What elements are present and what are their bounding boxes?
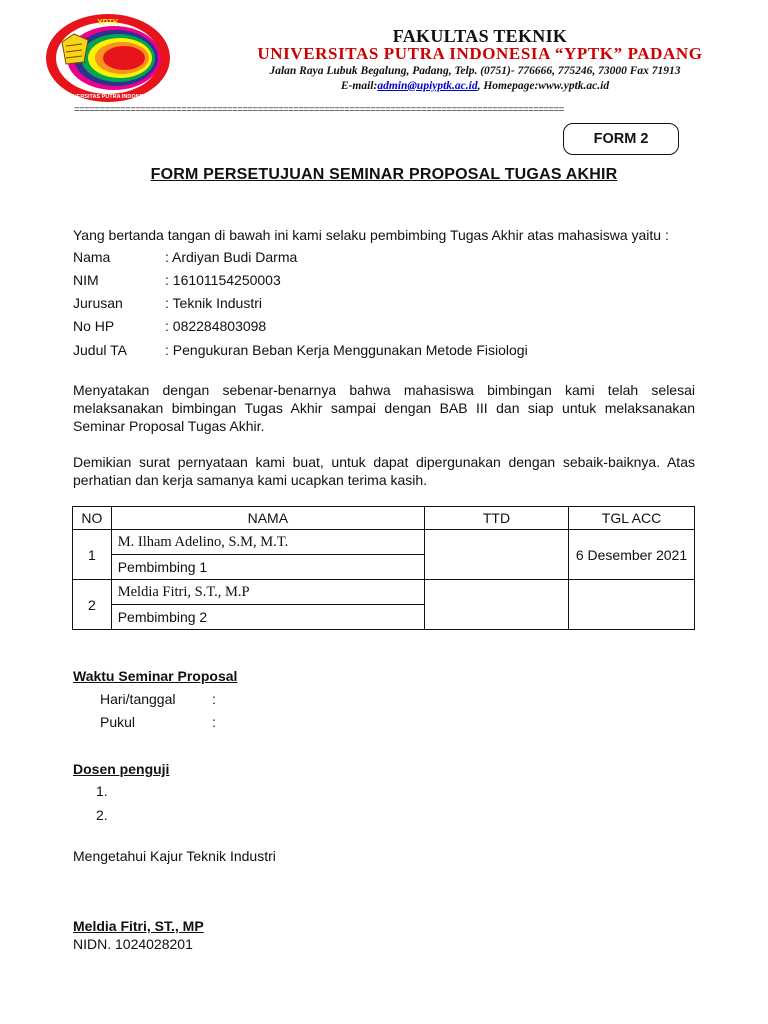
field-label-nama: Nama	[73, 249, 111, 265]
list-item: 1.	[96, 783, 108, 799]
table-row	[73, 580, 695, 605]
signature-cell	[424, 580, 568, 630]
field-value-nohp: : 082284803098	[165, 318, 267, 334]
seal-top-text: YPTK	[97, 18, 119, 27]
approval-table	[72, 506, 695, 630]
approval-date: 6 Desember 2021	[568, 530, 694, 580]
field-label-nohp: No HP	[73, 318, 115, 334]
acknowledgement-text: Mengetahui Kajur Teknik Industri	[73, 848, 276, 864]
field-value-jurusan: : Teknik Industri	[165, 295, 263, 311]
schedule-label-date: Hari/tanggal	[100, 691, 176, 707]
advisor-role: Pembimbing 2	[111, 605, 424, 630]
advisor-role: Pembimbing 1	[111, 555, 424, 580]
col-header-no: NO	[73, 507, 112, 530]
field-label-nim: NIM	[73, 272, 99, 288]
advisor-name: Meldia Fitri, S.T., M.P	[111, 580, 424, 605]
university-seal-icon	[44, 12, 172, 104]
signatory-name: Meldia Fitri, ST., MP	[73, 918, 204, 934]
approval-date	[568, 580, 694, 630]
document-title: FORM PERSETUJUAN SEMINAR PROPOSAL TUGAS AKHIR	[150, 166, 618, 183]
col-header-ttd: TTD	[424, 507, 568, 530]
table-header-row	[73, 507, 695, 530]
schedule-heading: Waktu Seminar Proposal	[73, 668, 238, 684]
signature-cell	[424, 530, 568, 580]
homepage-text: , Homepage:www.yptk.ac.id	[477, 80, 610, 92]
col-header-tgl-acc: TGL ACC	[568, 507, 694, 530]
seal-ring-text: UNIVERSITAS PUTRA INDONESIA	[63, 94, 153, 100]
closing-paragraph: Demikian surat pernyataan kami buat, untuk dapat dipergunakan dengan sebaik-baiknya. Atas perhatian dan kerja samanya kami ucapkan terima kasih.	[73, 454, 695, 488]
field-label-jurusan: Jurusan	[73, 295, 123, 311]
signatory-nidn: NIDN. 1024028201	[73, 936, 193, 952]
field-value-nim: : 16101154250003	[165, 272, 281, 288]
field-value-nama: : Ardiyan Budi Darma	[165, 249, 298, 265]
table-row	[73, 530, 695, 555]
header-divider: ================================================================================================	[74, 104, 564, 115]
list-item: 2.	[96, 807, 108, 823]
row-no: 1	[73, 530, 112, 580]
statement-paragraph: Menyatakan dengan sebenar-benarnya bahwa mahasiswa bimbingan kami telah selesai melaksanakan bimbingan Tugas Akhir sampai dengan BAB III dan siap untuk melaksanakan Seminar Proposal Tugas Akhir.	[73, 382, 695, 434]
intro-text: Yang bertanda tangan di bawah ini kami selaku pembimbing Tugas Akhir atas mahasiswa yaitu :	[73, 227, 669, 243]
email-link[interactable]: admin@upiyptk.ac.id	[377, 80, 478, 92]
row-no: 2	[73, 580, 112, 630]
schedule-label-time: Pukul	[100, 714, 136, 730]
faculty-name: FAKULTAS TEKNIK	[392, 26, 568, 46]
contact-line	[170, 80, 768, 92]
col-header-nama: NAMA	[111, 507, 424, 530]
university-name: UNIVERSITAS PUTRA INDONESIA “YPTK” PADANG	[257, 44, 703, 63]
examiners-heading: Dosen penguji	[73, 761, 170, 777]
email-prefix: E-mail:	[340, 80, 378, 92]
advisor-name: M. Ilham Adelino, S.M, M.T.	[111, 530, 424, 555]
university-address: Jalan Raya Lubuk Begalung, Padang, Telp. (0751)- 776666, 775246, 73000 Fax 71913	[269, 65, 681, 77]
schedule-value-time: :	[212, 714, 216, 730]
field-value-judul: : Pengukuran Beban Kerja Menggunakan Metode Fisiologi	[165, 342, 528, 358]
form-number-badge: FORM 2	[563, 123, 679, 155]
field-label-judul: Judul TA	[73, 342, 127, 358]
schedule-value-date: :	[212, 691, 216, 707]
